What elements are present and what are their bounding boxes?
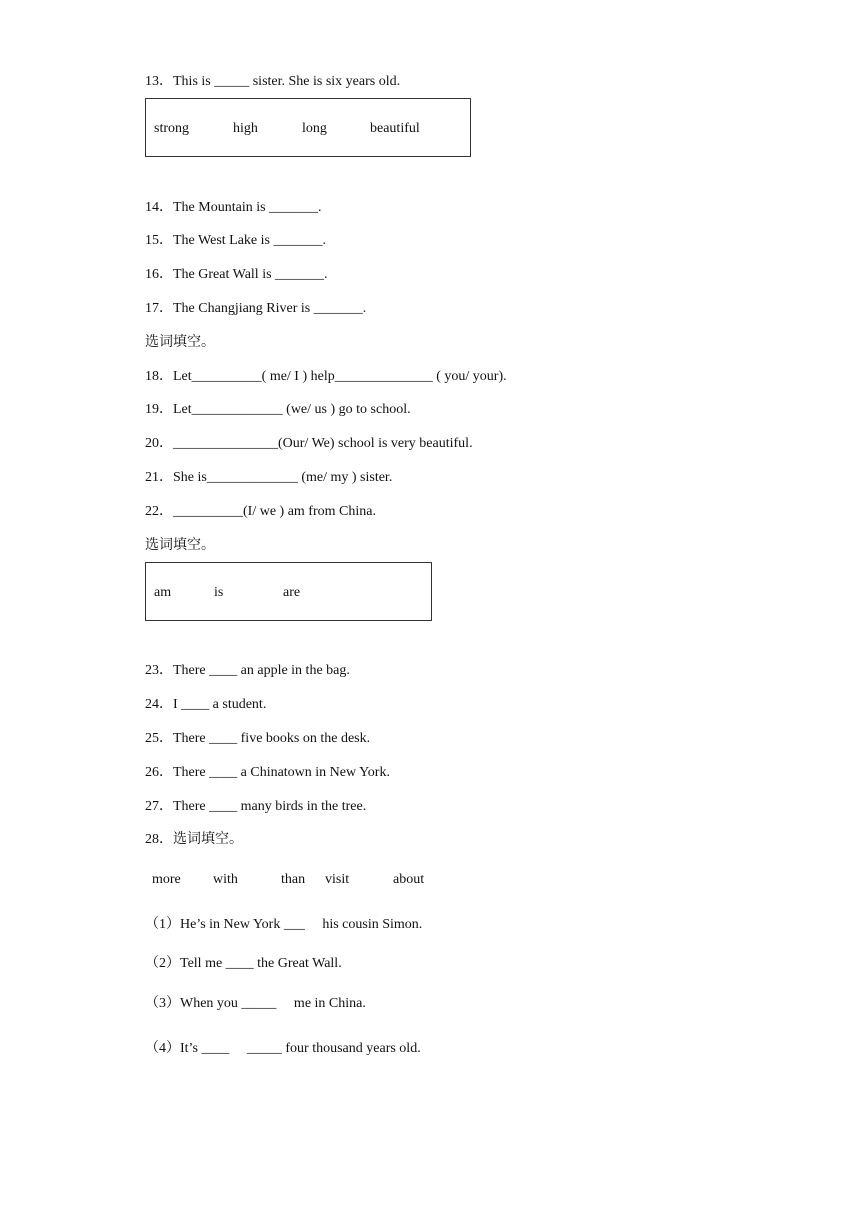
word-box-adjectives xyxy=(145,98,471,157)
question-20: 20．_______________(Our/ We) school is very beautiful. xyxy=(145,436,473,451)
question-26: 26．There ____ a Chinatown in New York. xyxy=(145,765,390,780)
question-23: 23．There ____ an apple in the bag. xyxy=(145,663,350,678)
question-13: 13．This is _____ sister. She is six years old. xyxy=(145,74,401,89)
section-heading: 选词填空。 xyxy=(145,335,215,350)
word-option: more xyxy=(152,872,181,887)
question-28-1: （1）He’s in New York ___ his cousin Simon. xyxy=(145,917,423,932)
question-28: 28．选词填空。 xyxy=(145,832,243,847)
question-24: 24．I ____ a student. xyxy=(145,697,267,712)
question-25: 25．There ____ five books on the desk. xyxy=(145,731,371,746)
word-option: long xyxy=(302,121,327,136)
question-19: 19．Let_____________ (we/ us ) go to school. xyxy=(145,402,411,417)
question-16: 16．The Great Wall is _______. xyxy=(145,267,328,282)
question-15: 15．The West Lake is _______. xyxy=(145,233,326,248)
question-28-2: （2）Tell me ____ the Great Wall. xyxy=(145,956,342,971)
question-22: 22．__________(I/ we ) am from China. xyxy=(145,504,376,519)
word-option: visit xyxy=(325,872,350,887)
word-box-be-verbs xyxy=(145,562,432,621)
word-option: am xyxy=(154,585,172,600)
question-17: 17．The Changjiang River is _______. xyxy=(145,301,367,316)
question-14: 14．The Mountain is _______. xyxy=(145,200,322,215)
word-option: about xyxy=(393,872,425,887)
question-28-3: （3）When you _____ me in China. xyxy=(145,996,366,1011)
question-27: 27．There ____ many birds in the tree. xyxy=(145,799,367,814)
word-option: with xyxy=(213,872,238,887)
section-heading: 选词填空。 xyxy=(145,538,215,553)
word-option: are xyxy=(283,585,301,600)
word-option: is xyxy=(214,585,224,600)
question-28-4: （4）It’s ____ _____ four thousand years old. xyxy=(145,1041,421,1056)
word-option: than xyxy=(281,872,306,887)
word-option: beautiful xyxy=(370,121,420,136)
word-option: high xyxy=(233,121,258,136)
question-21: 21．She is_____________ (me/ my ) sister. xyxy=(145,470,393,485)
word-option: strong xyxy=(154,121,189,136)
question-18: 18．Let__________( me/ I ) help______________ ( you/ your). xyxy=(145,369,507,384)
